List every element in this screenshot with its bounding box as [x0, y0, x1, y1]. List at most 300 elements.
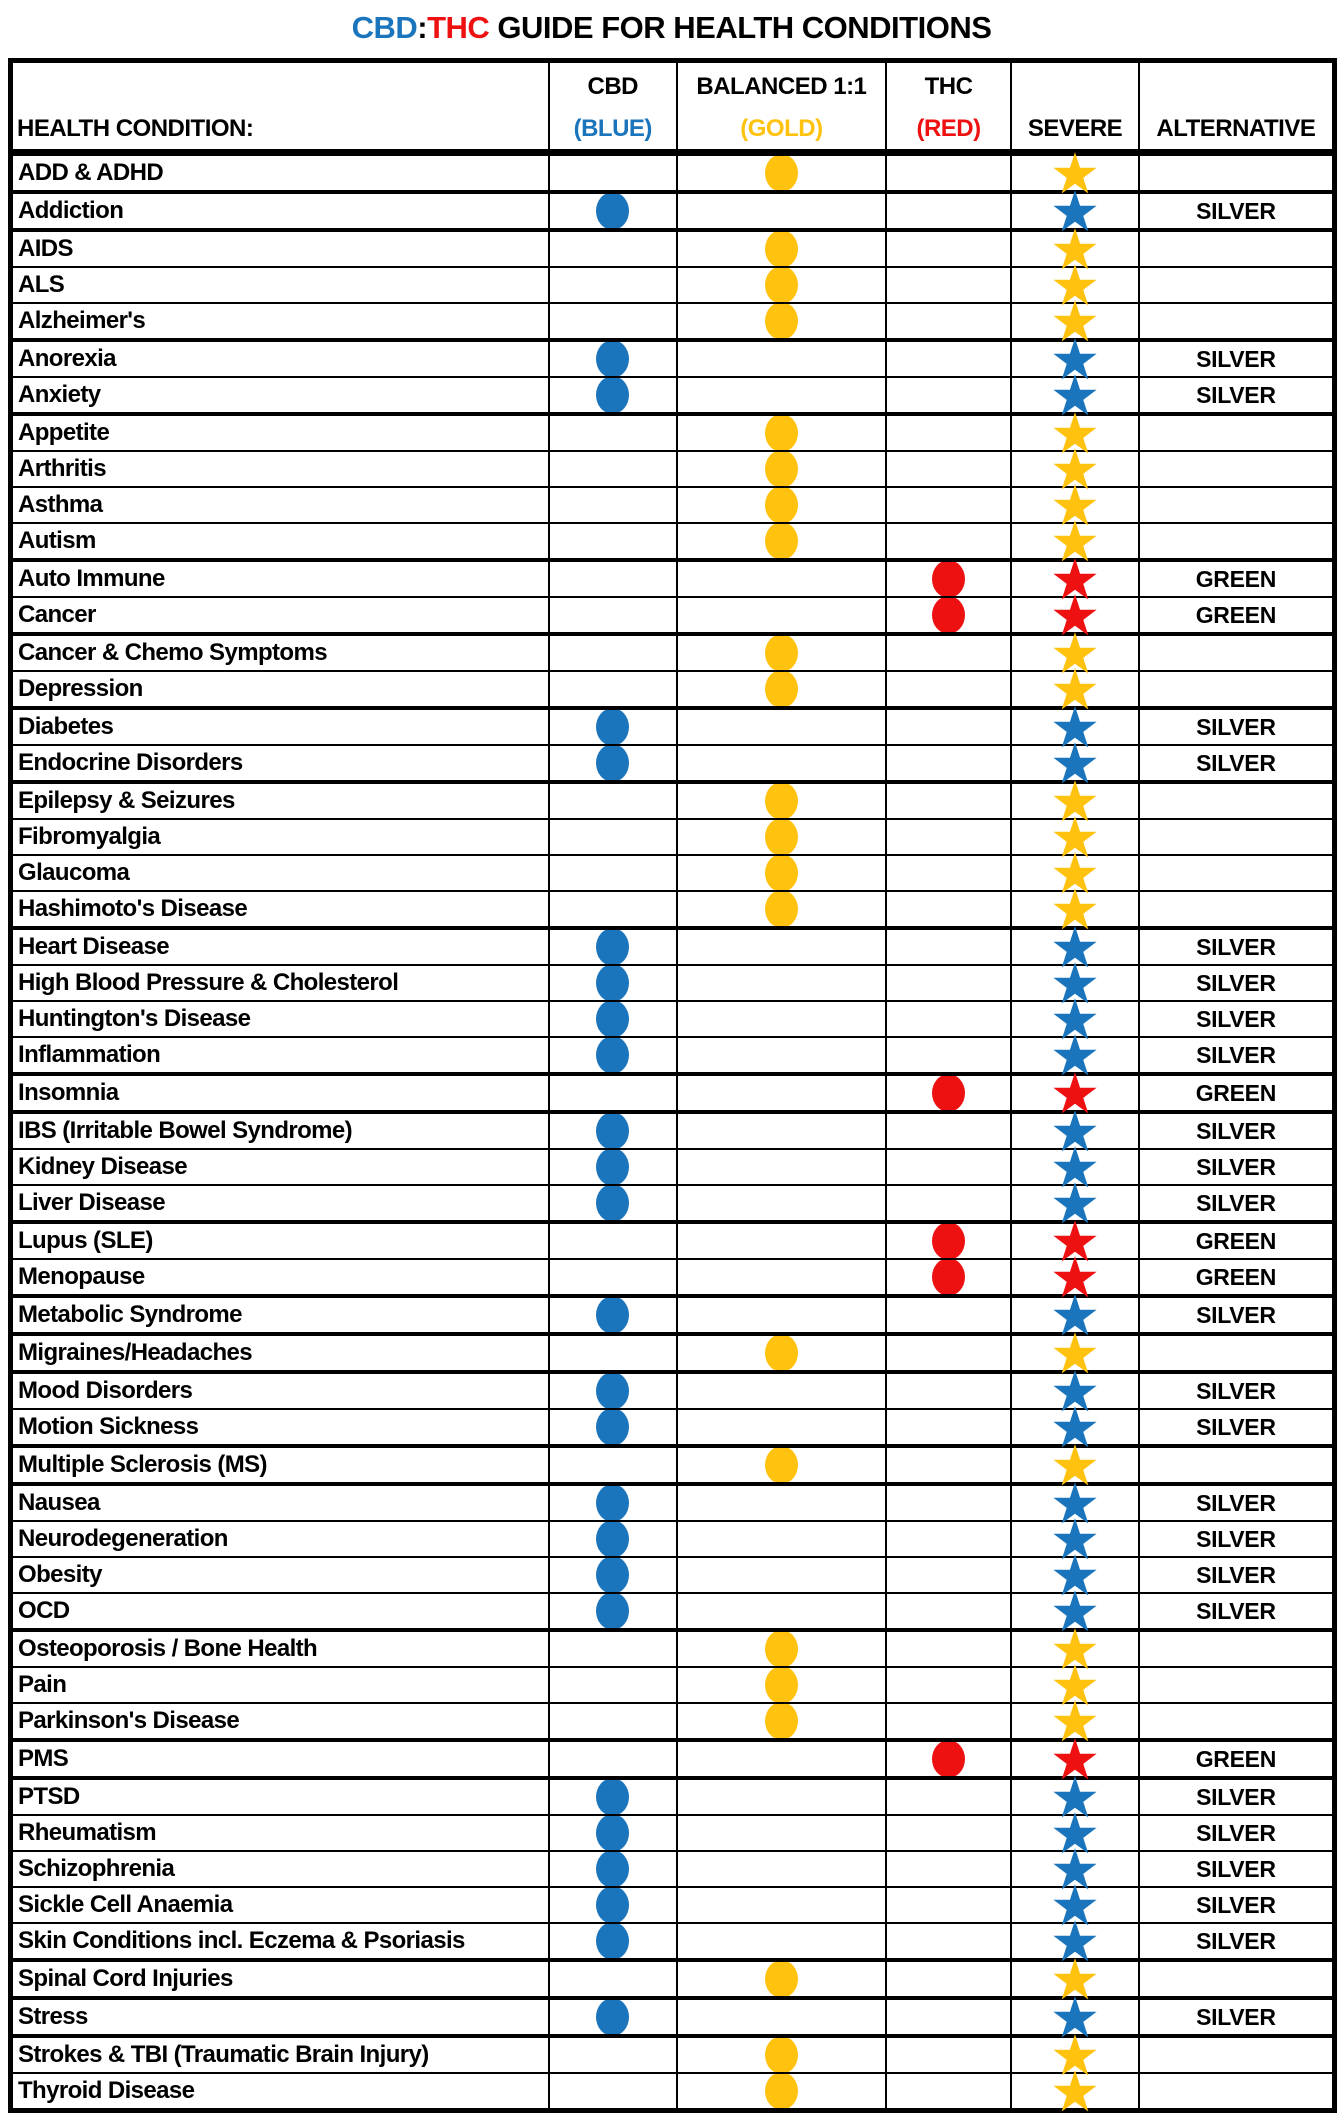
alternative-label [1139, 1960, 1335, 1998]
blue-column-cell [549, 855, 677, 891]
red-column-cell [886, 2073, 1011, 2111]
table-row [11, 965, 1335, 1001]
alternative-label: GREEN [1139, 1740, 1335, 1778]
blue-column-cell [549, 1037, 677, 1074]
table-row [11, 928, 1335, 965]
red-column-cell [886, 414, 1011, 451]
red-column-cell [886, 2036, 1011, 2073]
title-thc: THC [427, 10, 490, 45]
condition-label: Epilepsy & Seizures [11, 782, 549, 819]
blue-column-cell [549, 634, 677, 671]
red-column-cell [886, 451, 1011, 487]
table-body [11, 153, 1335, 2111]
table-row [11, 1960, 1335, 1998]
alternative-label: SILVER [1139, 1593, 1335, 1630]
alternative-label: SILVER [1139, 1815, 1335, 1851]
blue-column-cell [549, 377, 677, 414]
blue-column-cell [549, 1521, 677, 1557]
gold-column-cell [677, 1074, 886, 1112]
severe-cell [1011, 1149, 1138, 1185]
alternative-label [1139, 1667, 1335, 1703]
condition-label: Skin Conditions incl. Eczema & Psoriasis [11, 1923, 549, 1960]
blue-column-cell [549, 1001, 677, 1037]
blue-column-cell [549, 782, 677, 819]
table-row [11, 1484, 1335, 1521]
gold-dot-icon [765, 1702, 798, 1740]
gold-column-cell [677, 1334, 886, 1372]
condition-label: Cancer [11, 597, 549, 634]
blue-column-cell [549, 819, 677, 855]
condition-label: Inflammation [11, 1037, 549, 1074]
table-row [11, 671, 1335, 708]
gold-dot-icon [765, 1334, 798, 1372]
alternative-label [1139, 1446, 1335, 1484]
table-row [11, 414, 1335, 451]
blue-column-cell [549, 1185, 677, 1222]
blue-column-cell [549, 1222, 677, 1259]
table-row [11, 340, 1335, 377]
gold-column-cell [677, 708, 886, 745]
condition-label: Huntington's Disease [11, 1001, 549, 1037]
condition-label: Sickle Cell Anaemia [11, 1887, 549, 1923]
table-row [11, 451, 1335, 487]
condition-label: Parkinson's Disease [11, 1703, 549, 1740]
gold-column-cell [677, 1815, 886, 1851]
table-row [11, 1222, 1335, 1259]
alternative-label [1139, 267, 1335, 303]
gold-column-cell [677, 1149, 886, 1185]
severe-cell [1011, 1557, 1138, 1593]
blue-dot-icon [596, 1408, 629, 1446]
red-column-cell [886, 192, 1011, 230]
red-column-cell [886, 708, 1011, 745]
red-column-cell [886, 1557, 1011, 1593]
condition-label: Insomnia [11, 1074, 549, 1112]
severe-cell [1011, 1593, 1138, 1630]
alternative-label [1139, 414, 1335, 451]
severe-cell [1011, 1521, 1138, 1557]
severe-cell [1011, 928, 1138, 965]
alternative-label: SILVER [1139, 1409, 1335, 1446]
red-column-cell [886, 1998, 1011, 2036]
alternative-label: SILVER [1139, 965, 1335, 1001]
blue-column-cell [549, 230, 677, 267]
condition-label: Schizophrenia [11, 1851, 549, 1887]
blue-dot-icon [596, 744, 629, 782]
gold-column-cell [677, 1521, 886, 1557]
blue-column-cell [549, 303, 677, 340]
severe-cell [1011, 377, 1138, 414]
alternative-label: GREEN [1139, 1259, 1335, 1296]
table-row [11, 192, 1335, 230]
blue-dot-icon [596, 1592, 629, 1630]
blue-dot-icon [596, 1036, 629, 1074]
alternative-label: GREEN [1139, 1222, 1335, 1259]
condition-label: Diabetes [11, 708, 549, 745]
blue-dot-icon [596, 1814, 629, 1852]
condition-label: Menopause [11, 1259, 549, 1296]
blue-column-cell [549, 487, 677, 523]
condition-label: Motion Sickness [11, 1409, 549, 1446]
gold-column-cell [677, 1112, 886, 1149]
condition-label: Obesity [11, 1557, 549, 1593]
gold-column-cell [677, 1001, 886, 1037]
header-alternative: ALTERNATIVE [1139, 61, 1335, 153]
severe-cell [1011, 560, 1138, 597]
gold-column-cell [677, 340, 886, 377]
blue-dot-icon [596, 1112, 629, 1150]
blue-column-cell [549, 1630, 677, 1667]
gold-column-cell [677, 230, 886, 267]
severe-cell [1011, 1630, 1138, 1667]
red-column-cell [886, 1593, 1011, 1630]
red-column-cell [886, 928, 1011, 965]
condition-label: Nausea [11, 1484, 549, 1521]
gold-column-cell [677, 891, 886, 928]
blue-column-cell [549, 1409, 677, 1446]
gold-column-cell [677, 523, 886, 560]
condition-label: Endocrine Disorders [11, 745, 549, 782]
alternative-label: SILVER [1139, 377, 1335, 414]
gold-column-cell [677, 855, 886, 891]
blue-column-cell [549, 1149, 677, 1185]
blue-column-cell [549, 1923, 677, 1960]
red-column-cell [886, 340, 1011, 377]
alternative-label: SILVER [1139, 192, 1335, 230]
condition-label: Addiction [11, 192, 549, 230]
severe-cell [1011, 597, 1138, 634]
severe-cell [1011, 708, 1138, 745]
gold-column-cell [677, 192, 886, 230]
red-column-cell [886, 1815, 1011, 1851]
table-row [11, 782, 1335, 819]
condition-label: Strokes & TBI (Traumatic Brain Injury) [11, 2036, 549, 2073]
gold-column-cell [677, 1446, 886, 1484]
severe-cell [1011, 2036, 1138, 2073]
header-severe: SEVERE [1011, 61, 1138, 153]
condition-label: Alzheimer's [11, 303, 549, 340]
header-thc-color-label: (RED) [916, 115, 981, 142]
gold-dot-icon [765, 230, 798, 268]
red-column-cell [886, 1484, 1011, 1521]
alternative-label [1139, 1630, 1335, 1667]
gold-column-cell [677, 634, 886, 671]
red-column-cell [886, 965, 1011, 1001]
gold-column-cell [677, 782, 886, 819]
red-dot-icon [932, 1222, 965, 1260]
blue-dot-icon [596, 1000, 629, 1038]
severe-cell [1011, 1185, 1138, 1222]
blue-column-cell [549, 523, 677, 560]
gold-dot-icon [765, 854, 798, 892]
gold-dot-icon [765, 266, 798, 304]
alternative-label [1139, 2073, 1335, 2111]
blue-column-cell [549, 1372, 677, 1409]
severe-cell [1011, 340, 1138, 377]
alternative-label [1139, 634, 1335, 671]
red-column-cell [886, 1740, 1011, 1778]
blue-dot-icon [596, 1184, 629, 1222]
blue-column-cell [549, 1296, 677, 1334]
severe-cell [1011, 634, 1138, 671]
red-column-cell [886, 819, 1011, 855]
blue-dot-icon [596, 964, 629, 1002]
gold-column-cell [677, 1185, 886, 1222]
severe-cell [1011, 414, 1138, 451]
gold-dot-icon [765, 522, 798, 560]
severe-cell [1011, 819, 1138, 855]
table-row [11, 1557, 1335, 1593]
blue-column-cell [549, 192, 677, 230]
severe-cell [1011, 1815, 1138, 1851]
blue-dot-icon [596, 1484, 629, 1522]
alternative-label [1139, 891, 1335, 928]
gold-column-cell [677, 1703, 886, 1740]
severe-cell [1011, 745, 1138, 782]
gold-dot-icon [765, 818, 798, 856]
condition-label: ALS [11, 267, 549, 303]
gold-column-cell [677, 377, 886, 414]
severe-cell [1011, 1484, 1138, 1521]
gold-column-cell [677, 1372, 886, 1409]
table-row [11, 634, 1335, 671]
gold-column-cell [677, 1557, 886, 1593]
gold-column-cell [677, 1630, 886, 1667]
blue-column-cell [549, 1740, 677, 1778]
alternative-label: SILVER [1139, 1296, 1335, 1334]
condition-label: Hashimoto's Disease [11, 891, 549, 928]
table-row [11, 267, 1335, 303]
table-row [11, 1185, 1335, 1222]
red-dot-icon [932, 1740, 965, 1778]
table-row [11, 1074, 1335, 1112]
gold-column-cell [677, 1778, 886, 1815]
red-column-cell [886, 377, 1011, 414]
alternative-label [1139, 1334, 1335, 1372]
gold-column-cell [677, 2036, 886, 2073]
severe-cell [1011, 1334, 1138, 1372]
red-column-cell [886, 782, 1011, 819]
page-title [0, 0, 1343, 58]
table-row [11, 523, 1335, 560]
alternative-label: SILVER [1139, 1112, 1335, 1149]
gold-column-cell [677, 1484, 886, 1521]
gold-column-cell [677, 1222, 886, 1259]
red-column-cell [886, 1001, 1011, 1037]
blue-column-cell [549, 1667, 677, 1703]
red-column-cell [886, 1185, 1011, 1222]
condition-label: Fibromyalgia [11, 819, 549, 855]
table-row [11, 891, 1335, 928]
red-column-cell [886, 523, 1011, 560]
table-row [11, 377, 1335, 414]
alternative-label [1139, 523, 1335, 560]
blue-column-cell [549, 1851, 677, 1887]
blue-column-cell [549, 451, 677, 487]
red-column-cell [886, 745, 1011, 782]
alternative-label: SILVER [1139, 745, 1335, 782]
condition-label: Auto Immune [11, 560, 549, 597]
condition-label: Rheumatism [11, 1815, 549, 1851]
alternative-label [1139, 819, 1335, 855]
gold-column-cell [677, 1409, 886, 1446]
condition-label: Migraines/Headaches [11, 1334, 549, 1372]
blue-column-cell [549, 891, 677, 928]
gold-dot-icon [765, 2036, 798, 2074]
severe-cell [1011, 267, 1138, 303]
severe-cell [1011, 1296, 1138, 1334]
severe-cell [1011, 451, 1138, 487]
blue-dot-icon [596, 1372, 629, 1410]
gold-dot-icon [765, 414, 798, 452]
blue-column-cell [549, 1557, 677, 1593]
table-row [11, 855, 1335, 891]
header-balanced [677, 61, 886, 153]
red-column-cell [886, 1149, 1011, 1185]
severe-cell [1011, 1409, 1138, 1446]
alternative-label: SILVER [1139, 1851, 1335, 1887]
blue-column-cell [549, 1703, 677, 1740]
condition-label: Multiple Sclerosis (MS) [11, 1446, 549, 1484]
red-column-cell [886, 1409, 1011, 1446]
severe-cell [1011, 855, 1138, 891]
condition-label: Asthma [11, 487, 549, 523]
table-row [11, 1001, 1335, 1037]
condition-label: Pain [11, 1667, 549, 1703]
gold-dot-icon [765, 1666, 798, 1704]
gold-dot-icon [765, 782, 798, 820]
condition-label: Arthritis [11, 451, 549, 487]
alternative-label: SILVER [1139, 1001, 1335, 1037]
gold-column-cell [677, 671, 886, 708]
severe-cell [1011, 1001, 1138, 1037]
condition-label: Appetite [11, 414, 549, 451]
red-column-cell [886, 1372, 1011, 1409]
red-column-cell [886, 1296, 1011, 1334]
red-dot-icon [932, 1074, 965, 1112]
severe-cell [1011, 487, 1138, 523]
blue-column-cell [549, 1484, 677, 1521]
alternative-label: SILVER [1139, 1037, 1335, 1074]
gold-column-cell [677, 1960, 886, 1998]
header-thc [886, 61, 1011, 153]
table-row [11, 1296, 1335, 1334]
gold-column-cell [677, 1998, 886, 2036]
gold-column-cell [677, 303, 886, 340]
gold-dot-icon [765, 890, 798, 928]
table-row [11, 1334, 1335, 1372]
red-column-cell [886, 1037, 1011, 1074]
blue-column-cell [549, 1446, 677, 1484]
condition-label: Autism [11, 523, 549, 560]
red-dot-icon [932, 560, 965, 598]
table-row [11, 1409, 1335, 1446]
gold-dot-icon [765, 302, 798, 340]
gold-column-cell [677, 1259, 886, 1296]
severe-cell [1011, 2073, 1138, 2111]
red-column-cell [886, 597, 1011, 634]
header-row [11, 61, 1335, 153]
severe-cell [1011, 1074, 1138, 1112]
header-cbd-label: CBD [587, 73, 639, 100]
condition-label: High Blood Pressure & Cholesterol [11, 965, 549, 1001]
table-row [11, 1149, 1335, 1185]
alternative-label: SILVER [1139, 1521, 1335, 1557]
gold-column-cell [677, 451, 886, 487]
condition-label: Lupus (SLE) [11, 1222, 549, 1259]
blue-column-cell [549, 1074, 677, 1112]
alternative-label: SILVER [1139, 1887, 1335, 1923]
severe-star-icon [1052, 2069, 1098, 2113]
severe-cell [1011, 965, 1138, 1001]
gold-column-cell [677, 928, 886, 965]
gold-dot-icon [765, 2072, 798, 2110]
red-column-cell [886, 1222, 1011, 1259]
blue-column-cell [549, 1960, 677, 1998]
condition-label: Depression [11, 671, 549, 708]
blue-dot-icon [596, 1998, 629, 2036]
blue-column-cell [549, 1593, 677, 1630]
alternative-label: SILVER [1139, 1557, 1335, 1593]
red-column-cell [886, 487, 1011, 523]
red-column-cell [886, 153, 1011, 193]
table-row [11, 1521, 1335, 1557]
blue-dot-icon [596, 928, 629, 966]
gold-column-cell [677, 1296, 886, 1334]
red-column-cell [886, 1923, 1011, 1960]
condition-label: Neurodegeneration [11, 1521, 549, 1557]
blue-column-cell [549, 1334, 677, 1372]
blue-column-cell [549, 745, 677, 782]
blue-dot-icon [596, 1850, 629, 1888]
gold-column-cell [677, 597, 886, 634]
red-column-cell [886, 1887, 1011, 1923]
gold-column-cell [677, 414, 886, 451]
red-column-cell [886, 671, 1011, 708]
blue-column-cell [549, 597, 677, 634]
alternative-label [1139, 855, 1335, 891]
condition-label: AIDS [11, 230, 549, 267]
severe-cell [1011, 1037, 1138, 1074]
severe-cell [1011, 1923, 1138, 1960]
red-column-cell [886, 1851, 1011, 1887]
gold-dot-icon [765, 634, 798, 672]
header-balanced-label: BALANCED 1:1 [696, 73, 867, 100]
alternative-label: SILVER [1139, 1923, 1335, 1960]
severe-cell [1011, 1667, 1138, 1703]
condition-label: Glaucoma [11, 855, 549, 891]
condition-label: Thyroid Disease [11, 2073, 549, 2111]
alternative-label [1139, 2036, 1335, 2073]
blue-column-cell [549, 2073, 677, 2111]
blue-column-cell [549, 928, 677, 965]
alternative-label: SILVER [1139, 1185, 1335, 1222]
table-row [11, 1703, 1335, 1740]
table-row [11, 708, 1335, 745]
table-row [11, 1112, 1335, 1149]
gold-column-cell [677, 153, 886, 193]
table-row [11, 1372, 1335, 1409]
severe-cell [1011, 1703, 1138, 1740]
blue-column-cell [549, 1815, 677, 1851]
table-row [11, 2073, 1335, 2111]
condition-label: Osteoporosis / Bone Health [11, 1630, 549, 1667]
red-column-cell [886, 1778, 1011, 1815]
header-balanced-color-label: (GOLD) [740, 115, 823, 142]
table-row [11, 303, 1335, 340]
table-row [11, 1259, 1335, 1296]
blue-dot-icon [596, 1520, 629, 1558]
